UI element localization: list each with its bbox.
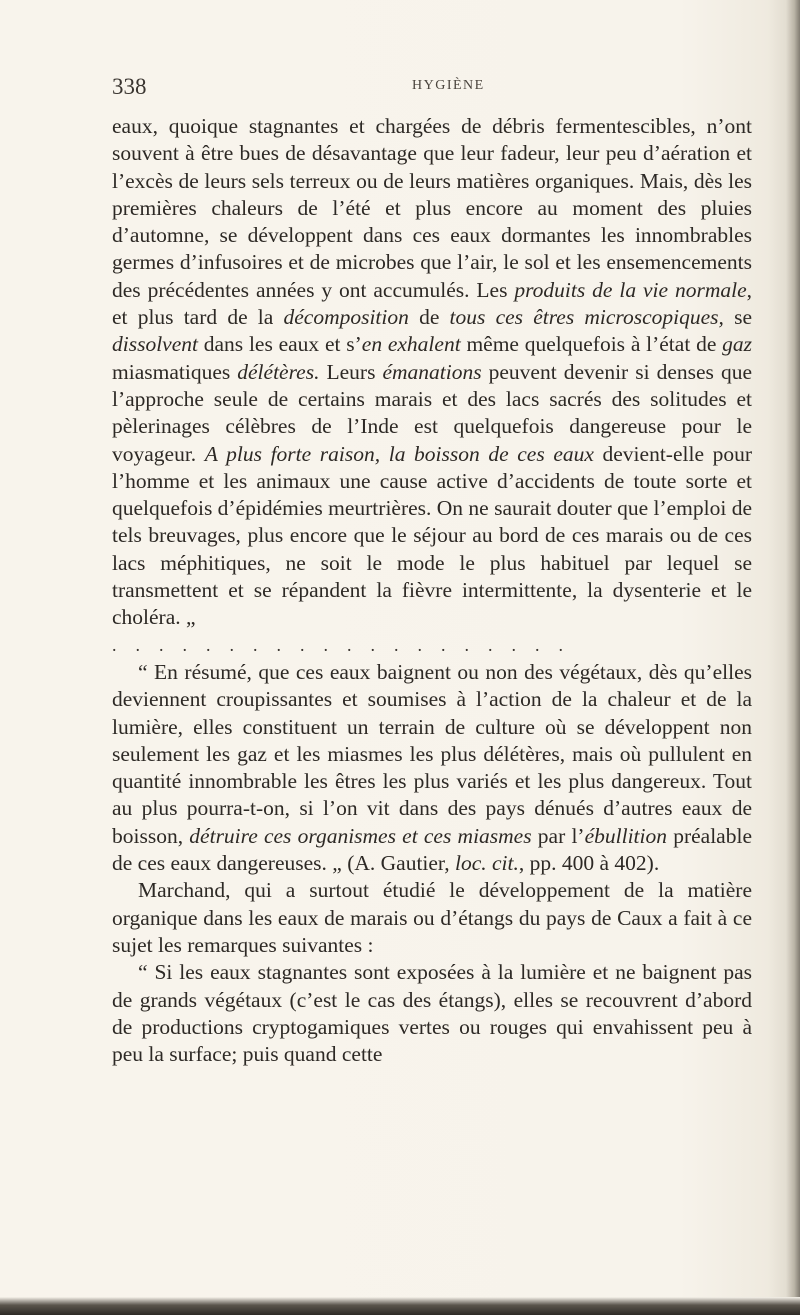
text-segment: , et plus tard de la <box>112 277 752 330</box>
paragraph <box>112 877 752 959</box>
italic-text: tous ces êtres microscopiques, <box>449 305 724 330</box>
text-segment: se <box>723 305 752 330</box>
ellipsis-separator: .................... <box>112 634 582 655</box>
page-header <box>112 74 752 98</box>
italic-text: décomposition <box>283 305 409 330</box>
text-segment: Leurs <box>319 359 383 384</box>
italic-text: détruire ces organismes et ces miasmes <box>189 823 532 848</box>
italic-text: loc. cit. <box>454 851 519 876</box>
italic-text: A plus forte raison, la boisson de ces eaux <box>204 441 594 466</box>
italic-text: ébullition <box>584 823 668 848</box>
text-segment: peuvent devenir si denses que l’approche seule de certains marais et des lacs sacrés des solitudes et pèlerinages célèbres de l’Inde est quelquefois dangereuse pour le voyageur. <box>112 359 752 466</box>
italic-text: en exhalent <box>361 332 461 357</box>
text-segment: “ En résumé, que ces eaux baignent ou non des végétaux, dès qu’elles deviennent croupissantes et soumises à l’action de la chaleur et de la lumière, elles constituent un terrain de culture où se développent non seulement les gaz et les miasmes les plus délétères, mais où pullulent en quantité innombrable les êtres les plus variés et les plus dangereux. Tout au plus pourra-t-on, si l’on vit dans des pays dénués d’autres eaux de boisson, <box>112 659 752 848</box>
italic-text: gaz <box>722 332 753 357</box>
text-segment: “ Si les eaux stagnantes sont exposées à la lumière et ne baignent pas de grands végétaux (c’est le cas des étangs), elles se recouvrent d’abord de productions cryptogamiques vertes ou rouges qui envahissent peu à peu la surface; puis quand cette <box>112 960 752 1067</box>
running-title: HYGIÈNE <box>412 78 485 93</box>
text-segment: devient-elle pour l’homme et les animaux une cause active d’accidents de toute sorte et quelquefois d’épidémies meurtrières. On ne saurait douter que l’emploi de tels breuvages, plus encore que le séjour au bord de ces marais ou de ces lacs méphitiques, ne soit le mode le plus habituel par lequel se transmettent et se répandent la fièvre intermittente, la dysenterie et le choléra. „ <box>112 441 753 630</box>
text-segment: miasmatiques <box>112 359 238 384</box>
italic-text: émanations <box>382 359 482 384</box>
text-segment: préalable de ces eaux dangereuses. „ (A. Gautier, <box>112 823 752 876</box>
text-segment: dans les eaux et s’ <box>198 332 362 357</box>
page-number: 338 <box>112 74 147 99</box>
italic-text: dissolvent <box>112 332 198 357</box>
text-segment: eaux, quoique stagnantes et chargées de débris fermentescibles, n’ont souvent à être bues de désavantage que leur fadeur, leur peu d’aération et l’excès de leurs sels terreux ou de leurs matières organiques. Mais, dès les premières chaleurs de l’été et plus encore au moment des pluies d’automne, se développent dans ces eaux dormantes les innombrables germes d’infusoires et de microbes que l’air, le sol et les ensemencements des précédentes années y ont accumulés. Les <box>112 114 752 302</box>
text-segment: même quelquefois à l’état de <box>460 332 723 357</box>
text-segment: de <box>408 305 450 330</box>
paragraph <box>112 959 752 1068</box>
italic-text: produits de la vie normale <box>514 277 747 302</box>
italic-text: délétères. <box>237 359 320 384</box>
page-edge-shadow <box>786 0 800 1315</box>
text-segment: , pp. 400 à 402). <box>518 851 660 876</box>
paragraph <box>112 659 752 877</box>
text-segment: par l’ <box>531 823 585 848</box>
body-text <box>112 113 752 1068</box>
text-segment: Marchand, qui a surtout étudié le développement de la matière organique dans les eaux de marais ou d’étangs du pays de Caux a fait à ce sujet les remarques suivantes : <box>112 878 752 957</box>
page-bottom-edge <box>0 1297 800 1315</box>
paragraph <box>112 113 752 632</box>
